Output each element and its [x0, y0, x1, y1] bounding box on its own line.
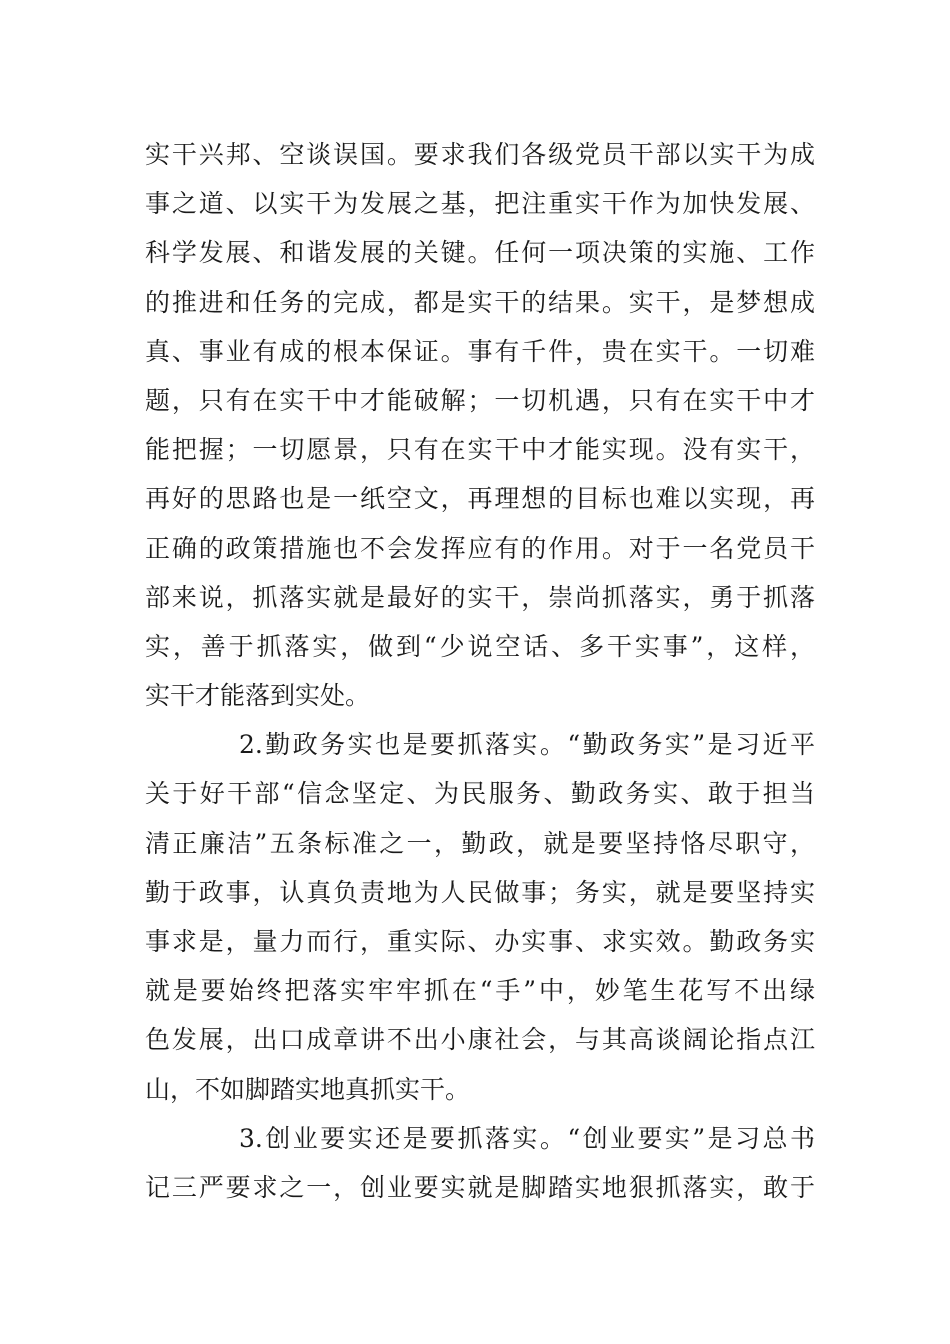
paragraph-line: 事求是，量力而行，重实际、办实事、求实效。勤政务实: [145, 927, 815, 956]
paragraph-line: 勤于政事，认真负责地为人民做事；务实，就是要坚持实: [145, 877, 815, 907]
paragraph-line: 能把握；一切愿景，只有在实干中才能实现。没有实干，: [145, 435, 815, 465]
paragraph-line: 的推进和任务的完成，都是实干的结果。实干，是梦想成: [145, 287, 815, 317]
paragraph-2: [145, 720, 815, 1114]
paragraph-line: 正确的政策措施也不会发挥应有的作用。对于一名党员干: [145, 533, 815, 563]
paragraph-line: 事之道、以实干为发展之基，把注重实干作为加快发展、: [145, 189, 815, 219]
paragraph-line: 部来说，抓落实就是最好的实干，崇尚抓落实，勇于抓落: [145, 582, 815, 612]
paragraph-line: 题，只有在实干中才能破解；一切机遇，只有在实干中才: [145, 385, 815, 415]
paragraph-line: 2.勤政务实也是要抓落实。“勤政务实”是习近平: [239, 730, 815, 760]
paragraph-3: [145, 1114, 815, 1212]
paragraph-line: 色发展，出口成章讲不出小康社会，与其高谈阔论指点江: [145, 1025, 815, 1055]
paragraph-line: 山，不如脚踏实地真抓实干。: [145, 1074, 471, 1104]
paragraph-line: 实干才能落到实处。: [145, 681, 371, 711]
paragraph-line: 真、事业有成的根本保证。事有千件，贵在实干。一切难: [145, 336, 815, 366]
document-body: [145, 130, 815, 1212]
paragraph-line: 实干兴邦、空谈误国。要求我们各级党员干部以实干为成: [145, 140, 815, 169]
paragraph-line: 3.创业要实还是要抓落实。“创业要实”是习总书: [239, 1123, 815, 1153]
paragraph-line: 科学发展、和谐发展的关键。任何一项决策的实施、工作: [145, 238, 815, 268]
paragraph-line: 实，善于抓落实，做到“少说空话、多干实事”，这样，: [145, 631, 815, 661]
paragraph-line: 就是要始终把落实牢牢抓在“手”中，妙笔生花写不出绿: [145, 976, 815, 1006]
paragraph-line: 清正廉洁”五条标准之一，勤政，就是要坚持恪尽职守，: [145, 828, 815, 858]
paragraph-line: 关于好干部“信念坚定、为民服务、勤政务实、敢于担当: [145, 779, 815, 809]
paragraph-line: 记三严要求之一，创业要实就是脚踏实地狠抓落实，敢于: [145, 1172, 815, 1202]
paragraph-line: 再好的思路也是一纸空文，再理想的目标也难以实现，再: [145, 484, 815, 514]
paragraph-1: [145, 130, 815, 720]
